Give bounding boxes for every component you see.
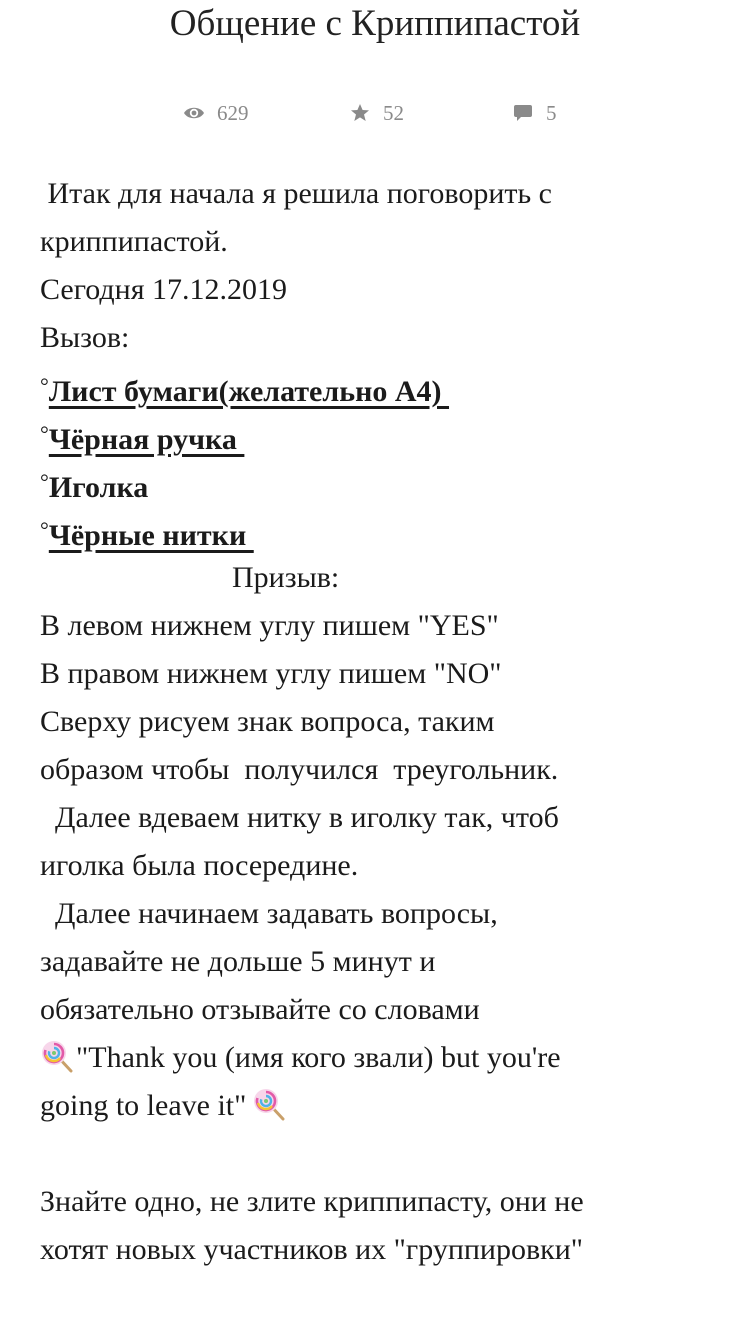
list-item: [40, 458, 720, 506]
views-stat: [183, 98, 249, 128]
step-line: Далее вдеваем нитку в иголку так, чтоб: [40, 801, 559, 834]
step-line: обязательно отзывайте со словами: [40, 993, 480, 1026]
lollipop-emoji-icon: [252, 1087, 286, 1121]
warning-line: хотят новых участников их "группировки": [40, 1233, 584, 1266]
step-line: задавайте не дольше 5 минут и: [40, 945, 436, 978]
summon-heading: Призыв:: [232, 561, 340, 594]
post-body: [40, 170, 720, 1274]
intro-line-2: криппипастой.: [40, 225, 228, 258]
quote-text: "Thank you (имя кого звали) but you're: [76, 1041, 561, 1074]
quote-line: [40, 1034, 720, 1082]
bullet-mark: °: [40, 421, 49, 446]
list-item: [40, 362, 720, 410]
bullet-mark: °: [40, 469, 49, 494]
favorites-count: 52: [383, 100, 404, 125]
post-stats: [0, 98, 750, 128]
call-heading: Вызов:: [40, 321, 130, 354]
step-line: В левом нижнем углу пишем "YES": [40, 609, 499, 642]
list-item-text: Иголка: [48, 471, 149, 504]
step-line: иголка была посередине.: [40, 849, 359, 882]
favorites-stat[interactable]: [349, 98, 404, 128]
eye-icon: [183, 102, 205, 124]
spacer: [40, 1130, 720, 1178]
quote-text: going to leave it": [40, 1089, 247, 1122]
list-item-text: Лист бумаги(желательно А4): [48, 375, 450, 408]
list-item: [40, 410, 720, 458]
bullet-mark: °: [40, 373, 49, 398]
comments-stat[interactable]: [512, 98, 557, 128]
intro-line-1: Итак для начала я решила поговорить с: [40, 177, 552, 210]
warning-line: Знайте одно, не злите криппипасту, они не: [40, 1185, 584, 1218]
comments-count: 5: [546, 100, 557, 125]
star-icon: [349, 102, 371, 124]
date-line: Сегодня 17.12.2019: [40, 273, 288, 306]
step-line: Далее начинаем задавать вопросы,: [40, 897, 498, 930]
step-line: образом чтобы получился треугольник.: [40, 753, 559, 786]
list-item-text: Чёрная ручка: [48, 423, 245, 456]
post-title: Общение с Криппипастой: [169, 3, 581, 44]
step-line: В правом нижнем углу пишем "NO": [40, 657, 502, 690]
lollipop-emoji-icon: [40, 1039, 74, 1073]
step-line: Сверху рисуем знак вопроса, таким: [40, 705, 495, 738]
list-item: [40, 506, 720, 554]
comment-icon: [512, 102, 534, 124]
quote-line: [40, 1082, 720, 1130]
views-count: 629: [217, 100, 249, 125]
bullet-mark: °: [40, 517, 49, 542]
list-item-text: Чёрные нитки: [48, 519, 254, 552]
